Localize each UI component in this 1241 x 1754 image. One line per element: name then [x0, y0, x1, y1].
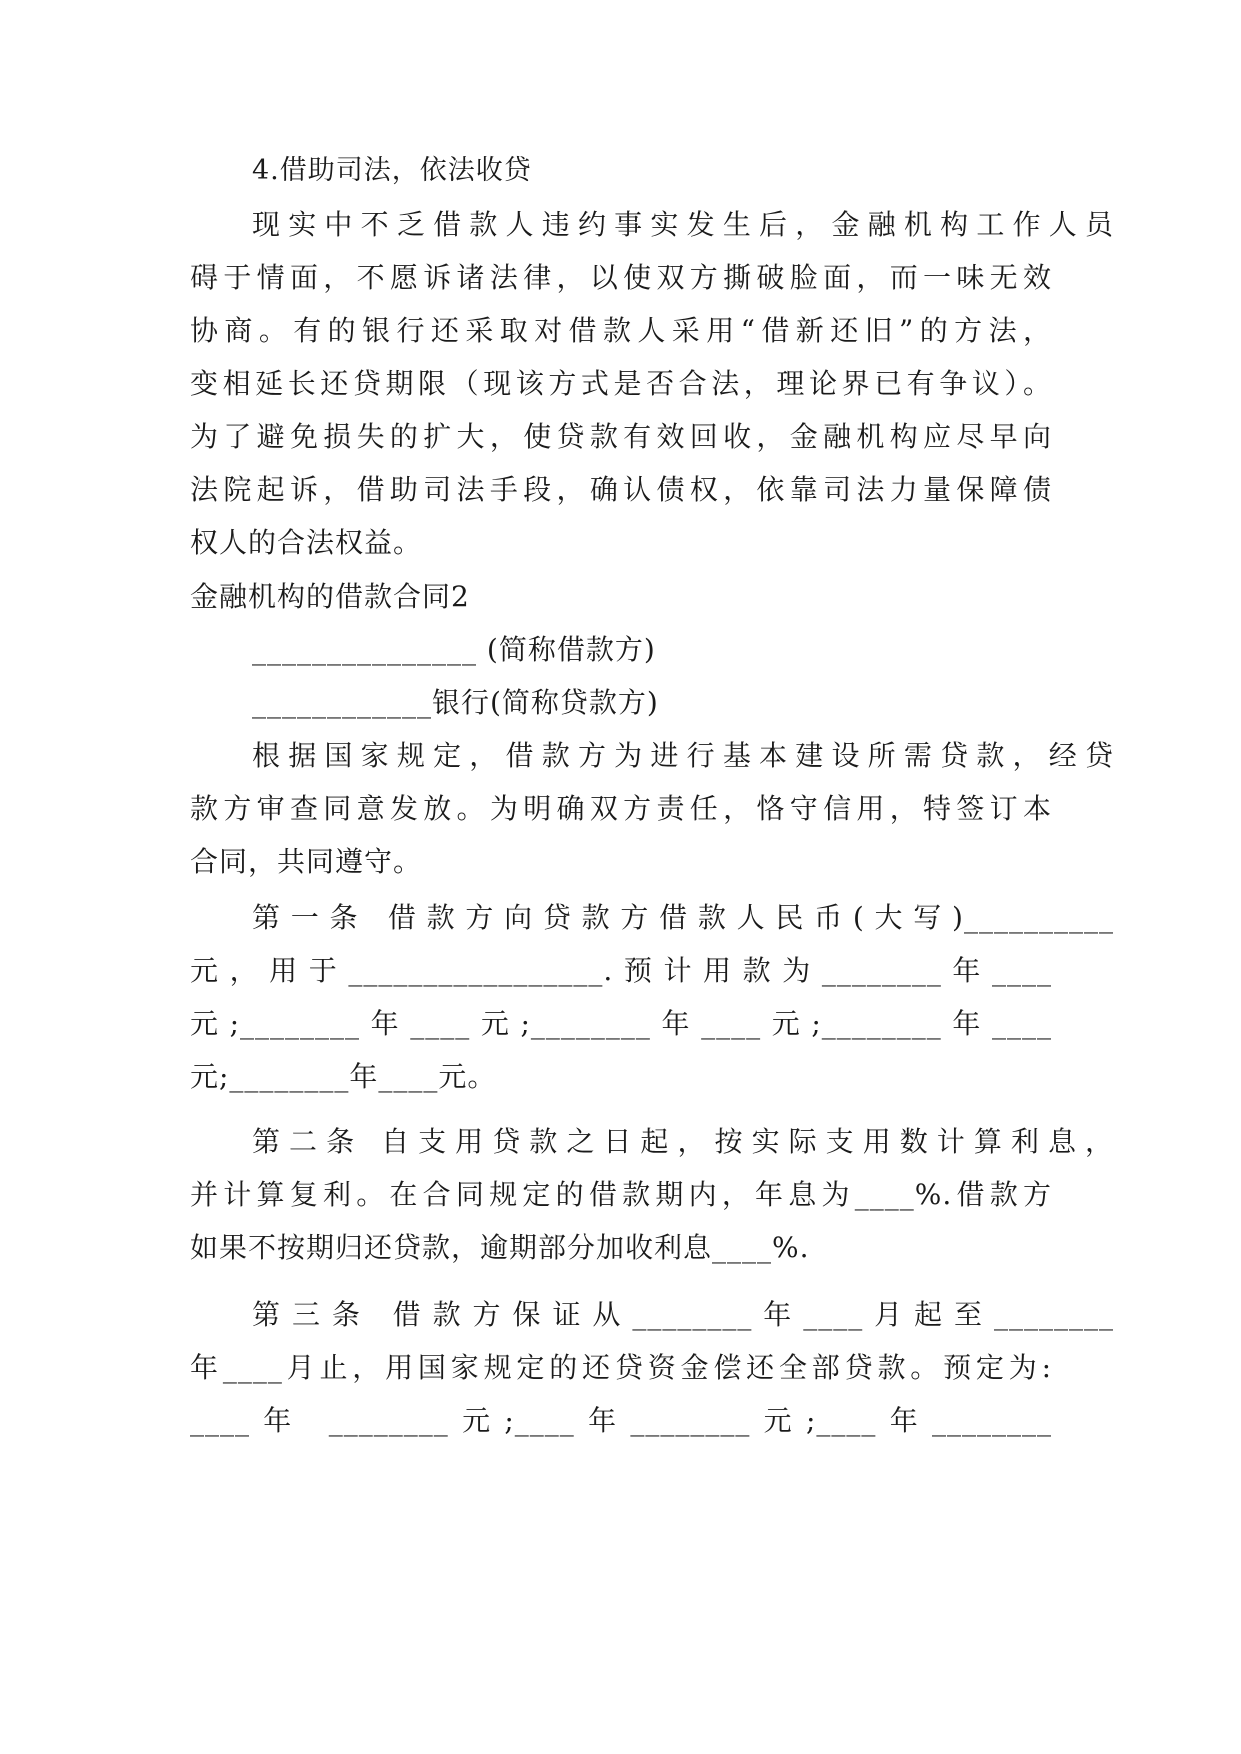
article-3-line: 年____月止，用国家规定的还贷资金偿还全部贷款。预定为: [190, 1351, 1052, 1384]
paragraph-line: 法院起诉，借助司法手段，确认债权，依靠司法力量保障债 [190, 473, 1052, 506]
paragraph-line: 碍于情面，不愿诉诸法律，以使双方撕破脸面，而一味无效 [190, 261, 1052, 294]
paragraph-line: 为了避免损失的扩大，使贷款有效回收，金融机构应尽早向 [190, 420, 1052, 453]
article-3-line: ____年 ________元;____年________元;____年________ [190, 1404, 1052, 1437]
paragraph-line: 变相延长还贷期限（现该方式是否合法，理论界已有争议）。 [190, 367, 1052, 400]
article-2-line: 第二条 自支用贷款之日起，按实际支用数计算利息， [252, 1125, 1114, 1158]
paragraph-line: 权人的合法权益。 [190, 526, 423, 559]
party-borrower: _______________ (简称借款方) [252, 633, 656, 666]
article-1-line: 元;________年____元。 [190, 1060, 497, 1093]
paragraph-line: 现实中不乏借款人违约事实发生后，金融机构工作人员 [252, 208, 1114, 241]
article-1-line: 第一条 借款方向贷款方借款人民币(大写)__________ [252, 901, 1114, 934]
section-heading: 4.借助司法，依法收贷 [252, 155, 532, 186]
article-1-line: 元;________年____元;________年____元;________年____ [190, 1007, 1052, 1040]
paragraph-line: 协商。有的银行还采取对借款人采用“借新还旧”的方法， [190, 314, 1052, 347]
contract-title: 金融机构的借款合同2 [190, 580, 470, 613]
article-2-line: 如果不按期归还贷款，逾期部分加收利息____%. [190, 1231, 810, 1264]
party-lender: ____________银行(简称贷款方) [252, 686, 659, 719]
paragraph-line: 根据国家规定，借款方为进行基本建设所需贷款，经贷 [252, 739, 1114, 772]
article-3-line: 第三条 借款方保证从________年____月起至________ [252, 1298, 1114, 1331]
article-1-line: 元，用于_________________.预计用款为________年____ [190, 954, 1052, 987]
article-2-line: 并计算复利。在合同规定的借款期内，年息为____%.借款方 [190, 1178, 1052, 1211]
paragraph-line: 合同，共同遵守。 [190, 845, 423, 878]
paragraph-line: 款方审查同意发放。为明确双方责任，恪守信用，特签订本 [190, 792, 1052, 825]
